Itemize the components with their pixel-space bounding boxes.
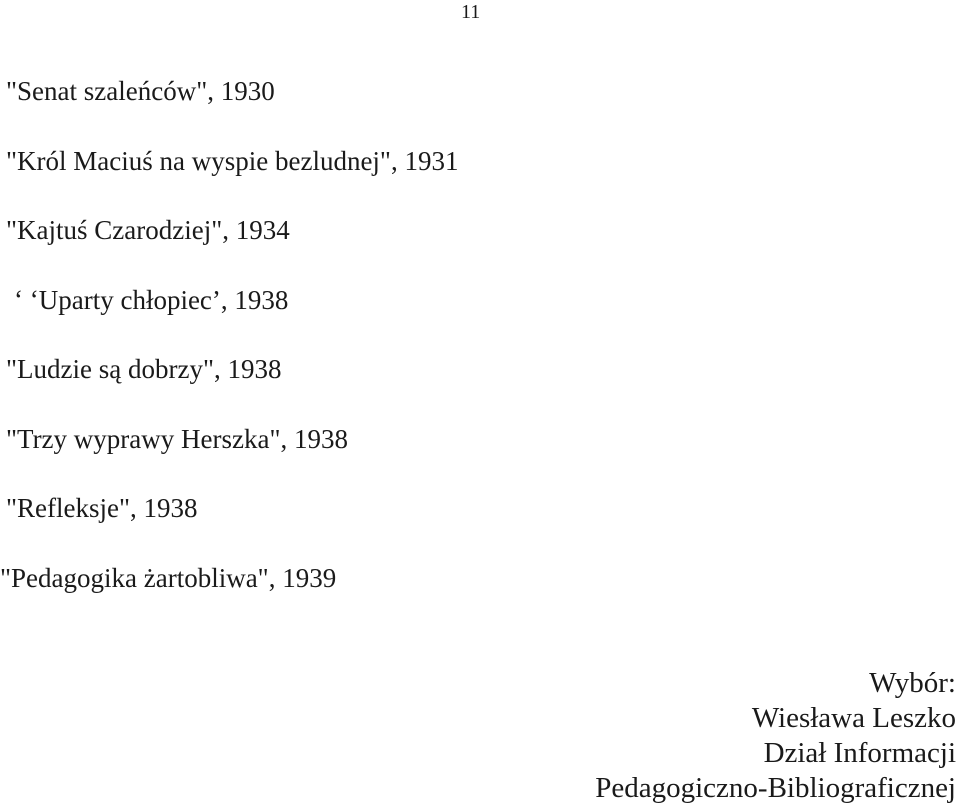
list-item: "Kajtuś Czarodziej", 1934 bbox=[6, 215, 290, 245]
signature-block bbox=[595, 666, 956, 806]
list-item: ‘ ‘Uparty chłopiec’, 1938 bbox=[14, 284, 289, 315]
list-item: "Król Maciuś na wyspie bezludnej", 1931 bbox=[6, 145, 459, 176]
signature-author: Wiesława Leszko bbox=[751, 702, 956, 734]
list-item: "Senat szaleńców", 1930 bbox=[6, 76, 275, 106]
list-item: "Trzy wyprawy Herszka", 1938 bbox=[6, 423, 348, 454]
signature-department-line2: Pedagogiczno-Bibliograficznej bbox=[595, 772, 956, 804]
works-list bbox=[0, 74, 459, 595]
list-item: "Ludzie są dobrzy", 1938 bbox=[6, 354, 282, 384]
list-item: "Refleksje", 1938 bbox=[6, 493, 198, 523]
signature-label: Wybór: bbox=[869, 667, 956, 699]
signature-department-line1: Dział Informacji bbox=[763, 737, 956, 769]
page-number: 11 bbox=[461, 1, 481, 23]
list-item: "Pedagogika żartobliwa", 1939 bbox=[0, 562, 337, 593]
